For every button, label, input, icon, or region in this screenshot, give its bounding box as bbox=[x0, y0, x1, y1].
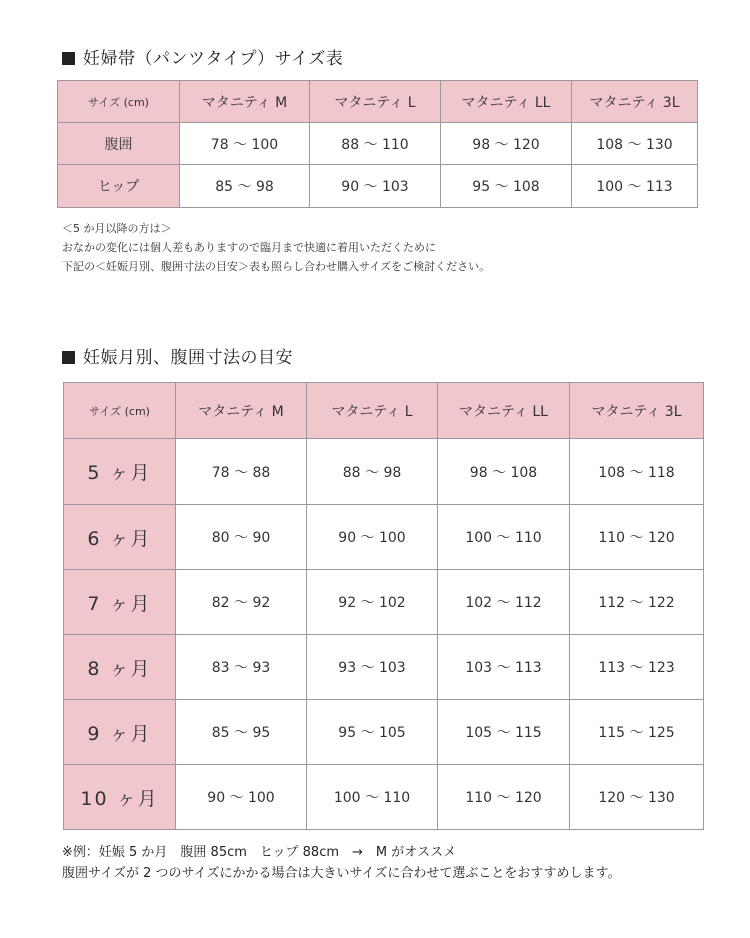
table-cell: 92 〜 102 bbox=[307, 570, 438, 635]
table-cell: 110 〜 120 bbox=[570, 505, 704, 570]
row-label-month: 9 ヶ月 bbox=[64, 700, 176, 765]
table-row bbox=[64, 765, 704, 830]
header-maternity-m: マタニティ M bbox=[176, 383, 307, 439]
table-row bbox=[64, 570, 704, 635]
table-cell: 95 〜 105 bbox=[307, 700, 438, 765]
table-row bbox=[58, 165, 698, 208]
table-cell: 88 〜 98 bbox=[307, 439, 438, 505]
table-cell: 78 〜 88 bbox=[176, 439, 307, 505]
table-row bbox=[64, 505, 704, 570]
table-cell: 78 〜 100 bbox=[180, 123, 310, 165]
monthly-guide-title-text: 妊娠月別、腹囲寸法の目安 bbox=[83, 348, 293, 368]
table-cell: 102 〜 112 bbox=[438, 570, 570, 635]
row-label-month: 10 ヶ月 bbox=[64, 765, 176, 830]
header-maternity-m: マタニティ M bbox=[180, 81, 310, 123]
table-row bbox=[58, 123, 698, 165]
table-cell: 108 〜 118 bbox=[570, 439, 704, 505]
table-cell: 85 〜 98 bbox=[180, 165, 310, 208]
table-cell: 100 〜 110 bbox=[438, 505, 570, 570]
table-cell: 90 〜 100 bbox=[307, 505, 438, 570]
header-maternity-ll: マタニティ LL bbox=[441, 81, 572, 123]
table-cell: 103 〜 113 bbox=[438, 635, 570, 700]
table-cell: 112 〜 122 bbox=[570, 570, 704, 635]
monthly-guide-title bbox=[62, 343, 293, 368]
table-cell: 93 〜 103 bbox=[307, 635, 438, 700]
table-cell: 98 〜 120 bbox=[441, 123, 572, 165]
table-cell: 110 〜 120 bbox=[438, 765, 570, 830]
row-label-month: 5 ヶ月 bbox=[64, 439, 176, 505]
square-bullet-icon bbox=[62, 351, 75, 364]
table-cell: 98 〜 108 bbox=[438, 439, 570, 505]
row-label-month: 6 ヶ月 bbox=[64, 505, 176, 570]
note-line: ＜5 か月以降の方は＞ bbox=[62, 222, 172, 235]
table-cell: 83 〜 93 bbox=[176, 635, 307, 700]
header-size-unit: サイズ (cm) bbox=[58, 81, 180, 123]
table-header-row bbox=[64, 383, 704, 439]
header-size-unit: サイズ (cm) bbox=[64, 383, 176, 439]
row-label-hip: ヒップ bbox=[58, 165, 180, 208]
footnote-advice: 腹囲サイズが 2 つのサイズにかかる場合は大きいサイズに合わせて選ぶことをおすすめします。 bbox=[62, 866, 621, 881]
table-cell: 80 〜 90 bbox=[176, 505, 307, 570]
table-row bbox=[64, 700, 704, 765]
table-cell: 90 〜 100 bbox=[176, 765, 307, 830]
table-row bbox=[64, 439, 704, 505]
table-cell: 100 〜 110 bbox=[307, 765, 438, 830]
header-maternity-3l: マタニティ 3L bbox=[572, 81, 698, 123]
table-cell: 115 〜 125 bbox=[570, 700, 704, 765]
table-cell: 95 〜 108 bbox=[441, 165, 572, 208]
recommendation-footnote bbox=[62, 842, 621, 884]
size-chart-table bbox=[57, 80, 698, 208]
header-maternity-l: マタニティ L bbox=[310, 81, 441, 123]
table-cell: 108 〜 130 bbox=[572, 123, 698, 165]
size-chart-title-text: 妊婦帯（パンツタイプ）サイズ表 bbox=[83, 49, 344, 69]
row-label-month: 8 ヶ月 bbox=[64, 635, 176, 700]
table-cell: 85 〜 95 bbox=[176, 700, 307, 765]
table-cell: 113 〜 123 bbox=[570, 635, 704, 700]
table-cell: 100 〜 113 bbox=[572, 165, 698, 208]
header-maternity-ll: マタニティ LL bbox=[438, 383, 570, 439]
row-label-waist: 腹囲 bbox=[58, 123, 180, 165]
square-bullet-icon bbox=[62, 52, 75, 65]
table-cell: 90 〜 103 bbox=[310, 165, 441, 208]
size-chart-title bbox=[62, 44, 343, 69]
table-header-row bbox=[58, 81, 698, 123]
table-cell: 82 〜 92 bbox=[176, 570, 307, 635]
monthly-guide-table bbox=[63, 382, 704, 830]
header-maternity-3l: マタニティ 3L bbox=[570, 383, 704, 439]
header-maternity-l: マタニティ L bbox=[307, 383, 438, 439]
note-line: 下記の＜妊娠月別、腹囲寸法の目安＞表も照らし合わせ購入サイズをご検討ください。 bbox=[62, 260, 491, 273]
size-chart-notes bbox=[62, 219, 490, 276]
table-cell: 120 〜 130 bbox=[570, 765, 704, 830]
table-cell: 105 〜 115 bbox=[438, 700, 570, 765]
footnote-example: ※例：妊娠 5 か月 腹囲 85cm ヒップ 88cm → M がオススメ bbox=[62, 845, 457, 860]
row-label-month: 7 ヶ月 bbox=[64, 570, 176, 635]
note-line: おなかの変化には個人差もありますので臨月まで快適に着用いただくために bbox=[62, 241, 436, 254]
table-cell: 88 〜 110 bbox=[310, 123, 441, 165]
table-row bbox=[64, 635, 704, 700]
